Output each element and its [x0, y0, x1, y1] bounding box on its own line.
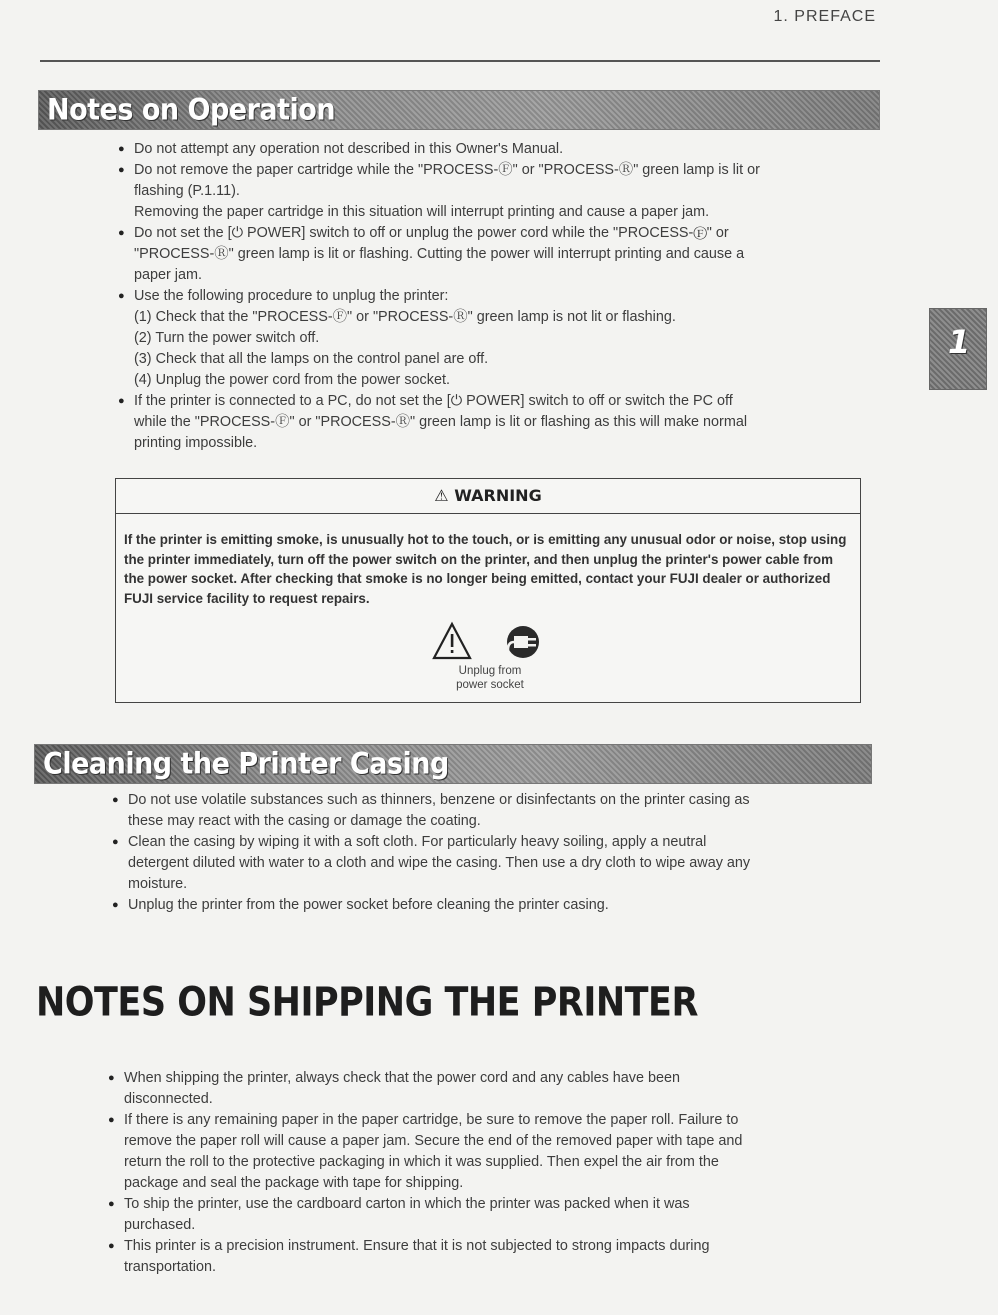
cleaning-list-item — [112, 895, 872, 916]
cleaning-item-line: ● Do not use volatile substances such as thinners, benzene or disinfectants on the printer casing as — [128, 792, 750, 808]
operation-list-item — [118, 286, 878, 391]
cleaning-section-bar — [34, 744, 872, 784]
operation-list-item — [118, 160, 878, 223]
shipping-list-item — [108, 1236, 868, 1278]
operation-item-line: (2) Turn the power switch off. — [134, 330, 320, 346]
operation-item-line: ● Use the following procedure to unplug the printer: — [134, 288, 449, 304]
operation-list-item — [118, 391, 878, 454]
shipping-item-line: ● This printer is a precision instrument. Ensure that it is not subjected to strong impacts during — [124, 1238, 710, 1254]
chapter-header: 1. PREFACE — [773, 8, 876, 25]
shipping-item-line: disconnected. — [124, 1091, 213, 1107]
chapter-tab-number: 1 — [948, 323, 971, 361]
unplug-caption-line1: Unplug from — [458, 665, 522, 677]
operation-section-title: Notes on Operation — [47, 93, 336, 128]
shipping-item-line: package and seal the package with tape for shipping. — [124, 1175, 464, 1191]
operation-item-line: ● Do not set the [⏻ POWER] switch to off or unplug the power cord while the "PROCESS-Ⓕ" or — [134, 225, 729, 241]
operation-item-line: paper jam. — [134, 267, 202, 283]
shipping-item-line: purchased. — [124, 1217, 196, 1233]
header-rule — [40, 60, 880, 62]
shipping-list — [108, 1068, 868, 1278]
warning-body: If the printer is emitting smoke, is unusually hot to the touch, or is emitting any unusual odor or noise, stop using the printer immediately, turn off the power switch on the printer, and then unplug the printer's power cable from the power socket. After checking that smoke is no longer being emitted, contact your FUJI dealer or authorized FUJI service facility to request repairs. — [124, 532, 847, 606]
operation-item-line: ● Do not remove the paper cartridge while the "PROCESS-Ⓕ" or "PROCESS-Ⓡ" green lamp is lit or — [134, 162, 760, 178]
cleaning-list-item — [112, 790, 872, 832]
operation-item-line: flashing (P.1.11). — [134, 183, 240, 199]
operation-item-line: while the "PROCESS-Ⓕ" or "PROCESS-Ⓡ" green lamp is lit or flashing as this will make normal — [134, 414, 748, 430]
shipping-item-line: ● When shipping the printer, always check that the power cord and any cables have been — [124, 1070, 680, 1086]
operation-item-line: printing impossible. — [134, 435, 258, 451]
operation-item-line: (3) Check that all the lamps on the control panel are off. — [134, 351, 489, 367]
cleaning-item-line: detergent diluted with water to a cloth and wipe the casing. Then use a dry cloth to wipe away any — [128, 855, 751, 871]
shipping-list-item — [108, 1110, 868, 1194]
cleaning-item-line: ● Clean the casing by wiping it with a soft cloth. For particularly heavy soiling, apply a neutral — [128, 834, 707, 850]
operation-item-line: Removing the paper cartridge in this situation will interrupt printing and cause a paper jam. — [134, 204, 710, 220]
shipping-item-line: return the roll to the protective packaging in which it was supplied. Then expel the air from the — [124, 1154, 719, 1170]
cleaning-item-line: moisture. — [128, 876, 188, 892]
shipping-item-line: ● If there is any remaining paper in the paper cartridge, be sure to remove the paper roll. Failure to — [124, 1112, 739, 1128]
cleaning-section-title: Cleaning the Printer Casing — [43, 747, 449, 782]
shipping-list-item — [108, 1068, 868, 1110]
cleaning-list-item — [112, 832, 872, 895]
warning-heading: ⚠ WARNING — [116, 479, 860, 514]
shipping-item-line: transportation. — [124, 1259, 216, 1275]
unplug-caption — [444, 664, 536, 692]
operation-section-bar — [38, 90, 880, 130]
cleaning-list — [112, 790, 872, 916]
shipping-title: NOTES ON SHIPPING THE PRINTER — [36, 980, 698, 1026]
unplug-caption-line2: power socket — [456, 679, 524, 691]
shipping-item-line: ● To ship the printer, use the cardboard carton in which the printer was packed when it was — [124, 1196, 690, 1212]
operation-item-line: ● If the printer is connected to a PC, do not set the [⏻ POWER] switch to off or switch the PC off — [134, 393, 733, 409]
unplug-plug-icon — [507, 626, 539, 658]
operation-item-line: "PROCESS-Ⓡ" green lamp is lit or flashing. Cutting the power will interrupt printing and cause a — [134, 246, 745, 262]
operation-list — [118, 139, 878, 454]
operation-list-item — [118, 139, 878, 160]
operation-list-item — [118, 223, 878, 286]
warning-triangle-icon — [434, 624, 470, 658]
operation-item-line: ● Do not attempt any operation not described in this Owner's Manual. — [134, 141, 564, 157]
cleaning-item-line: ● Unplug the printer from the power socket before cleaning the printer casing. — [128, 897, 609, 913]
chapter-tab — [929, 308, 987, 390]
operation-item-line: (1) Check that the "PROCESS-Ⓕ" or "PROCESS-Ⓡ" green lamp is not lit or flashing. — [134, 309, 676, 325]
shipping-list-item — [108, 1194, 868, 1236]
operation-item-line: (4) Unplug the power cord from the power socket. — [134, 372, 450, 388]
shipping-item-line: remove the paper roll will cause a paper jam. Secure the end of the removed paper with tape and — [124, 1133, 743, 1149]
cleaning-item-line: these may react with the casing or damage the coating. — [128, 813, 481, 829]
